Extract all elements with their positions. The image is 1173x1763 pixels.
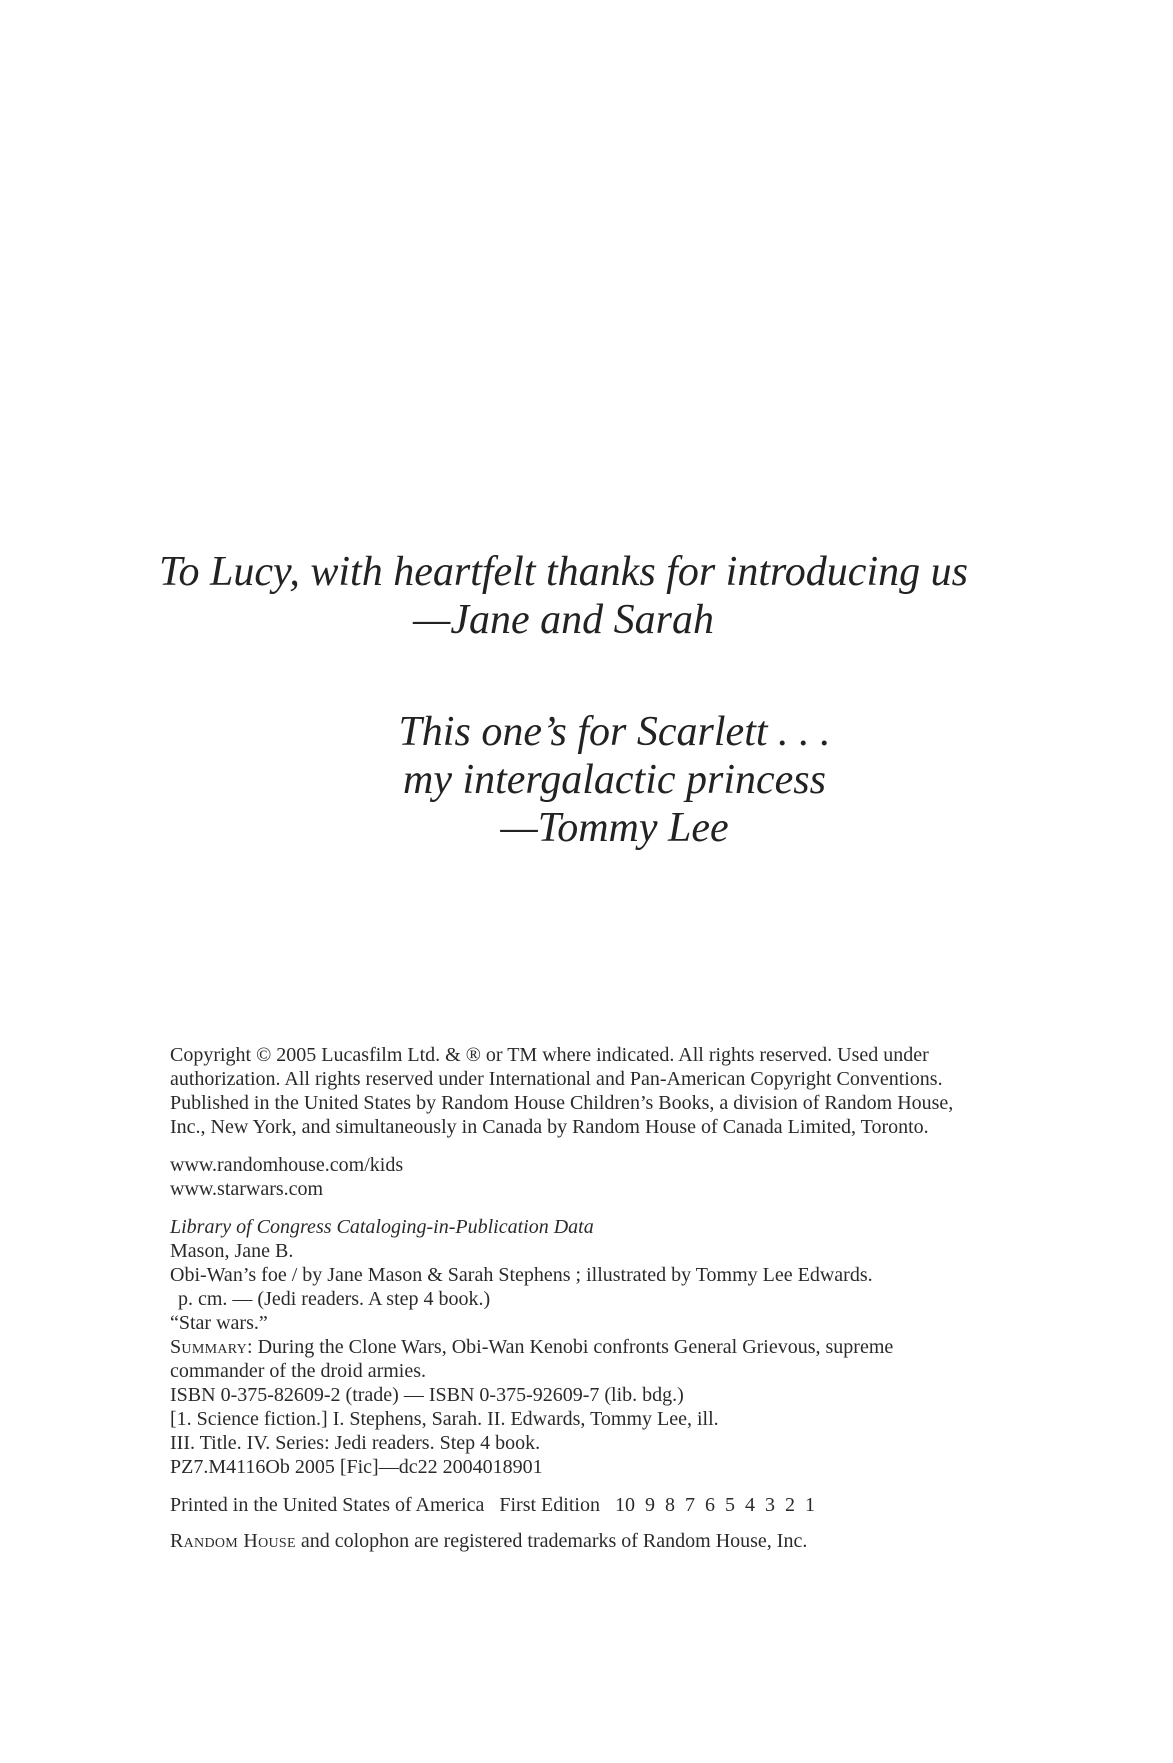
copyright-block	[170, 1043, 1070, 1553]
copyright-line: Copyright © 2005 Lucasfilm Ltd. & ® or TM where indicated. All rights reserved. Used under	[170, 1044, 929, 1066]
cip-heading: Library of Congress Cataloging-in-Publication Data	[170, 1216, 594, 1238]
copyright-line: Inc., New York, and simultaneously in Canada by Random House of Canada Limited, Toronto.	[170, 1116, 929, 1138]
copyright-line: Published in the United States by Random House Children’s Books, a division of Random House,	[170, 1092, 954, 1114]
trademark-notice	[170, 1529, 1070, 1553]
printing-text: Printed in the United States of America First Edition	[170, 1494, 615, 1516]
dedication-signature: —Tommy Lee	[500, 805, 729, 851]
cip-isbn: ISBN 0-375-82609-2 (trade) — ISBN 0-375-92609-7 (lib. bdg.)	[170, 1384, 684, 1406]
dedication-signature: —Jane and Sarah	[413, 597, 714, 643]
summary-text: : During the Clone Wars, Obi-Wan Kenobi confronts General Grievous, supreme	[247, 1336, 894, 1358]
dedication-illustrator	[28, 708, 1173, 852]
summary-label: Summary	[170, 1336, 248, 1358]
dedication-authors-signature	[0, 596, 1150, 644]
cip-subjects: [1. Science fiction.] I. Stephens, Sarah. II. Edwards, Tommy Lee, ill.	[170, 1408, 719, 1430]
website-starwars: www.starwars.com	[170, 1178, 324, 1200]
cip-author: Mason, Jane B.	[170, 1240, 294, 1262]
cip-subjects: III. Title. IV. Series: Jedi readers. Step 4 book.	[170, 1432, 541, 1454]
dedication-line: my intergalactic princess	[402, 757, 826, 803]
cip-title: Obi-Wan’s foe / by Jane Mason & Sarah Stephens ; illustrated by Tommy Lee Edwards.	[170, 1264, 873, 1286]
cip-summary-continued: commander of the droid armies.	[170, 1360, 427, 1382]
cip-series-note: “Star wars.”	[170, 1312, 268, 1334]
trademark-brand: Random House	[170, 1530, 296, 1552]
dedication-line: To Lucy, with heartfelt thanks for introducing us	[159, 549, 968, 595]
dedications	[0, 548, 1173, 852]
cip-classification: PZ7.M4116Ob 2005 [Fic]—dc22 2004018901	[170, 1456, 543, 1478]
cip-physical: p. cm. — (Jedi readers. A step 4 book.)	[178, 1288, 491, 1310]
printing-line	[170, 1493, 1070, 1517]
copyright-notice	[170, 1043, 1070, 1139]
printing-statement	[170, 1493, 1070, 1517]
copyright-line: authorization. All rights reserved under International and Pan-American Copyright Conventions.	[170, 1068, 943, 1090]
printing-number-line: 10 9 8 7 6 5 4 3 2 1	[614, 1494, 815, 1516]
cip-summary	[170, 1335, 1070, 1359]
websites	[170, 1153, 1070, 1201]
website-randomhouse: www.randomhouse.com/kids	[170, 1154, 404, 1176]
dedication-authors	[0, 548, 1150, 596]
cip-data	[170, 1215, 1070, 1479]
trademark-line	[170, 1529, 1070, 1553]
trademark-text: and colophon are registered trademarks of Random House, Inc.	[295, 1530, 808, 1552]
dedication-line: This one’s for Scarlett . . .	[398, 709, 831, 755]
